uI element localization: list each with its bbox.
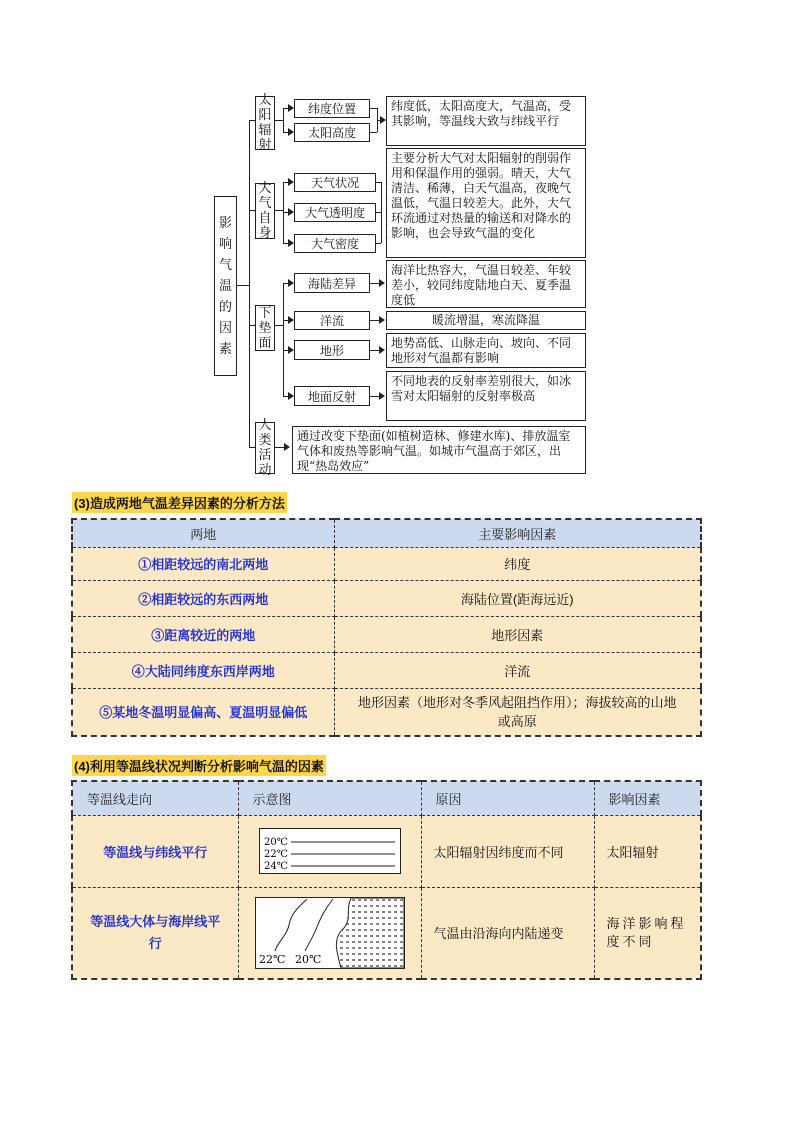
group-title-char: 活 <box>258 448 272 463</box>
item-density: 大气密度 <box>294 234 376 253</box>
label-24c: 24℃ <box>263 861 288 872</box>
table-header-row <box>72 519 701 547</box>
item-terrain: 地形 <box>294 340 370 360</box>
group-underlying-surface <box>255 305 275 351</box>
header-factor: 影响因素 <box>594 781 701 815</box>
root-char: 响 <box>218 236 232 252</box>
group-solar-radiation <box>255 93 275 153</box>
section3-title: (3)造成两地气温差异因素的分析方法 <box>72 492 287 513</box>
table-row <box>72 815 701 887</box>
desc-atmosphere: 主要分析大气对太阳辐射的削弱作用和保温作用的强弱。晴天，大气清洁、稀薄，白天气温高，夜晚气温低，气温日较差大。此外，大气环流通过对热量的输送和对降水的影响，也会导致气温的变化 <box>386 148 586 258</box>
item-ocean-current: 洋流 <box>294 311 370 330</box>
row1-diagram-cell <box>238 815 421 887</box>
isotherm-parallel-diagram <box>259 828 401 874</box>
table-row <box>72 688 701 736</box>
root-char: 气 <box>218 257 232 273</box>
group-title-char: 类 <box>258 433 272 448</box>
row5-places: ⑤某地冬温明显偏高、夏温明显偏低 <box>72 688 334 736</box>
item-land-sea: 海陆差异 <box>294 273 370 293</box>
row2-places: ②相距较远的东西两地 <box>72 580 334 616</box>
item-solar-altitude: 太阳高度 <box>294 123 370 142</box>
row3-places: ③距离较近的两地 <box>72 616 334 652</box>
desc-surface-reflection: 不同地表的反射率差别很大，如冰雪对太阳辐射的反射率极高 <box>386 371 586 421</box>
row1-trend: 等温线与纬线平行 <box>72 815 238 887</box>
root-char: 因 <box>218 320 232 336</box>
group-title-char: 辐 <box>258 123 272 138</box>
row1-reason: 太阳辐射因纬度而不同 <box>421 815 594 887</box>
table-row <box>72 547 701 580</box>
group-title-char: 气 <box>258 196 272 211</box>
header-isotherm-trend: 等温线走向 <box>72 781 238 815</box>
group-title-char: 垫 <box>258 320 272 336</box>
table-header-row <box>72 781 701 815</box>
item-transparency: 大气透明度 <box>294 203 376 222</box>
label-22c: 22℃ <box>258 952 285 966</box>
root-char: 温 <box>218 278 232 294</box>
header-main-factor: 主要影响因素 <box>334 519 701 547</box>
root-char: 影 <box>218 215 232 231</box>
desc-terrain: 地势高低、山脉走向、坡向、不同地形对气温都有影响 <box>386 333 586 368</box>
item-weather: 天气状况 <box>294 173 376 192</box>
group-title-char: 射 <box>258 138 272 153</box>
desc-land-sea: 海洋比热容大，气温日较差、年较差小，较同纬度陆地白天、夏季温度低 <box>386 260 586 308</box>
section4-title: (4)利用等温线状况判断分析影响气温的因素 <box>72 755 326 776</box>
header-diagram: 示意图 <box>238 781 421 815</box>
header-two-places: 两地 <box>72 519 334 547</box>
group-title-char: 大 <box>258 181 272 196</box>
row2-diagram-cell <box>238 887 421 979</box>
row1-places: ①相距较远的南北两地 <box>72 547 334 580</box>
table-row <box>72 616 701 652</box>
group-atmosphere <box>255 183 275 239</box>
group-title-char: 阳 <box>258 108 272 123</box>
item-surface-reflection: 地面反射 <box>294 386 370 406</box>
section4-table <box>71 780 702 980</box>
row1-factor: 纬度 <box>334 547 701 580</box>
row2-trend: 等温线大体与海岸线平行 <box>72 887 238 979</box>
row3-factor: 地形因素 <box>334 616 701 652</box>
root-char: 的 <box>218 299 232 315</box>
row4-places: ④大陆同纬度东西岸两地 <box>72 652 334 688</box>
table-row <box>72 652 701 688</box>
row1-factor: 太阳辐射 <box>594 815 701 887</box>
group-title-char: 面 <box>258 335 272 351</box>
group-human-activity <box>255 418 275 478</box>
isotherm-coastline-diagram <box>255 897 405 969</box>
row2-factor: 海洋影响程度不同 <box>594 887 701 979</box>
row5-factor: 地形因素（地形对冬季风起阻挡作用）；海拔较高的山地或高原 <box>334 688 701 736</box>
group-title-char: 动 <box>258 463 272 478</box>
row2-reason: 气温由沿海向内陆递变 <box>421 887 594 979</box>
group-title-char: 下 <box>258 305 272 321</box>
section3-table <box>71 518 702 737</box>
group-title-char: 太 <box>258 93 272 108</box>
header-reason: 原因 <box>421 781 594 815</box>
desc-human-activity: 通过改变下垫面(如植树造林、修建水库)、排放温室气体和废热等影响气温。如城市气温高于郊区，出现“热岛效应” <box>292 426 586 474</box>
table-row <box>72 887 701 979</box>
label-20c: 20℃ <box>294 952 321 966</box>
desc-ocean-current: 暖流增温，寒流降温 <box>386 311 586 330</box>
desc-solar-radiation: 纬度低，太阳高度大，气温高，受其影响，等温线大致与纬线平行 <box>386 96 586 146</box>
root-box <box>214 196 237 376</box>
group-title-char: 人 <box>258 418 272 433</box>
row2-factor: 海陆位置(距海远近) <box>334 580 701 616</box>
item-latitude: 纬度位置 <box>294 99 370 118</box>
table-row <box>72 580 701 616</box>
row4-factor: 洋流 <box>334 652 701 688</box>
label-22c: 22℃ <box>263 849 288 860</box>
label-20c: 20℃ <box>263 837 288 848</box>
group-title-char: 自 <box>258 211 272 226</box>
root-char: 素 <box>218 341 232 357</box>
group-title-char: 身 <box>258 226 272 241</box>
